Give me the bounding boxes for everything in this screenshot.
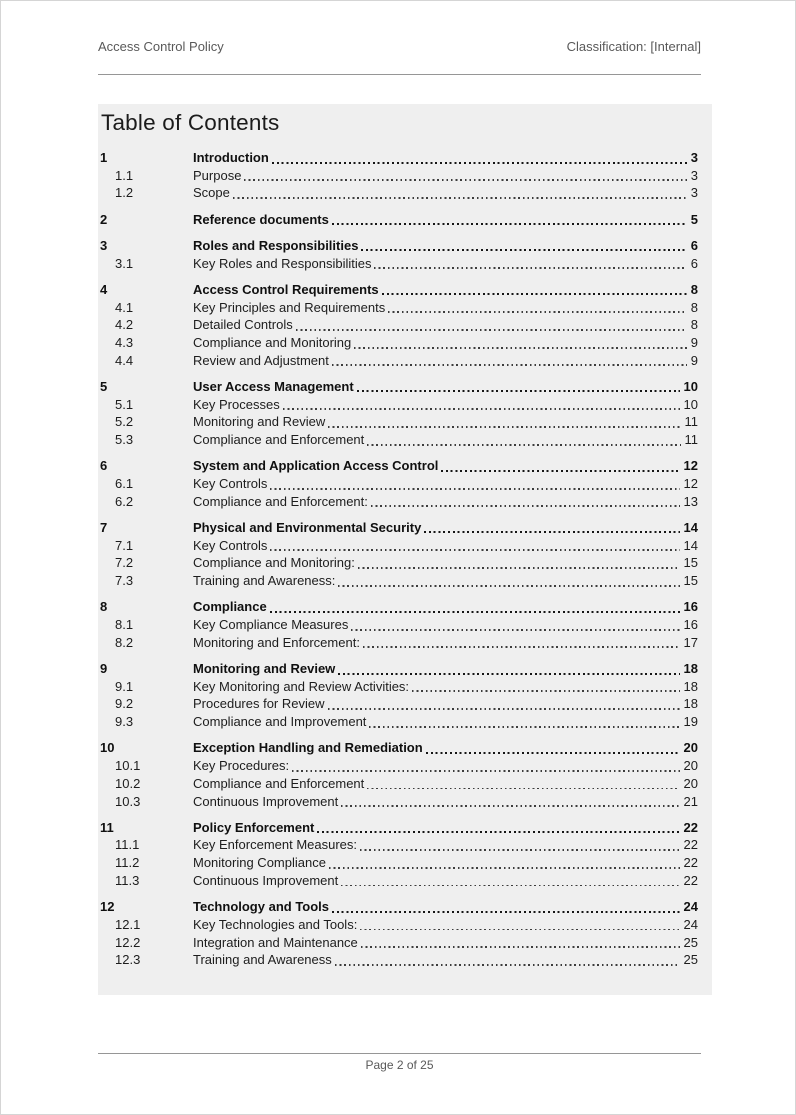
toc-entry-page: 22 bbox=[683, 872, 698, 888]
toc-entry-title: Key Technologies and Tools: bbox=[193, 916, 358, 932]
toc-entry-number: 1.1 bbox=[115, 167, 134, 183]
toc-entry-page: 9 bbox=[690, 352, 698, 368]
toc-entry-page: 21 bbox=[683, 793, 698, 809]
toc-entry[interactable] bbox=[100, 396, 698, 414]
dot-leader bbox=[338, 673, 679, 675]
toc-entry-title: Training and Awareness bbox=[193, 952, 332, 968]
toc-entry[interactable] bbox=[100, 378, 698, 396]
toc-entry[interactable] bbox=[100, 457, 698, 475]
toc-entry-title: Key Enforcement Measures: bbox=[193, 837, 358, 853]
toc-entry-page: 14 bbox=[683, 537, 698, 553]
toc-entry-number: 8.2 bbox=[115, 634, 134, 650]
toc-entry-number: 4.4 bbox=[115, 352, 134, 368]
toc-entry-title: Continuous Improvement bbox=[193, 872, 339, 888]
toc-entry[interactable] bbox=[100, 951, 698, 969]
dot-leader bbox=[360, 929, 679, 931]
toc-entry-number: 9.2 bbox=[115, 696, 134, 712]
toc-entry[interactable] bbox=[100, 211, 698, 229]
toc-entry-number: 1.2 bbox=[115, 185, 134, 201]
toc-entry-number: 9.3 bbox=[115, 714, 134, 730]
toc-entry-page: 25 bbox=[683, 934, 698, 950]
dot-leader bbox=[270, 488, 679, 490]
toc-entry-page: 25 bbox=[683, 952, 698, 968]
toc-entry[interactable] bbox=[100, 237, 698, 255]
toc-entry-number: 4.2 bbox=[115, 317, 134, 333]
toc-entry-page: 16 bbox=[683, 599, 698, 615]
toc-entry-page: 8 bbox=[690, 281, 698, 297]
toc-entry[interactable] bbox=[100, 519, 698, 537]
toc-entry[interactable] bbox=[100, 775, 698, 793]
toc-entry-number: 9 bbox=[100, 660, 108, 676]
header-classification: Classification: [Internal] bbox=[566, 39, 701, 54]
toc-title: Table of Contents bbox=[101, 110, 280, 135]
toc-entry-number: 11 bbox=[100, 819, 114, 835]
dot-leader bbox=[338, 585, 679, 587]
toc-entry[interactable] bbox=[100, 854, 698, 872]
toc-entry-page: 18 bbox=[683, 678, 698, 694]
toc-entry-title: Monitoring and Review bbox=[193, 414, 326, 430]
dot-leader bbox=[358, 567, 680, 569]
dot-leader bbox=[233, 197, 687, 199]
toc-entry-title: Key Compliance Measures bbox=[193, 617, 349, 633]
toc-entry-number: 10.3 bbox=[115, 793, 141, 809]
dot-leader bbox=[382, 293, 687, 295]
dot-leader bbox=[341, 885, 679, 887]
toc-entry-number: 8 bbox=[100, 599, 108, 615]
toc-entry-title: Continuous Improvement bbox=[193, 793, 339, 809]
dot-leader bbox=[354, 347, 687, 349]
toc-entry-number: 7.1 bbox=[115, 537, 134, 553]
dot-leader bbox=[363, 646, 680, 648]
toc-entry-title: Access Control Requirements bbox=[193, 281, 379, 297]
toc-entry-title: Compliance and Enforcement bbox=[193, 775, 365, 791]
toc-entry-title: Compliance and Improvement bbox=[193, 714, 367, 730]
toc-entry-title: User Access Management bbox=[193, 378, 354, 394]
toc-entry-page: 8 bbox=[690, 317, 698, 333]
dot-leader bbox=[369, 726, 679, 728]
dot-leader bbox=[341, 805, 679, 807]
toc-entry-page: 9 bbox=[690, 334, 698, 350]
toc-entry[interactable] bbox=[100, 660, 698, 678]
toc-entry-number: 5.2 bbox=[115, 414, 134, 430]
toc-entry-page: 18 bbox=[683, 660, 698, 676]
toc-entry-page: 15 bbox=[683, 555, 698, 571]
toc-entry-title: Key Roles and Responsibilities bbox=[193, 255, 372, 271]
toc-entry-number: 6.2 bbox=[115, 493, 134, 509]
toc-entry-title: Monitoring and Review bbox=[193, 660, 336, 676]
dot-leader bbox=[332, 911, 680, 913]
dot-leader bbox=[367, 788, 679, 790]
toc-entry-page: 22 bbox=[683, 819, 698, 835]
toc-entry[interactable] bbox=[100, 554, 698, 572]
toc-entry-page: 11 bbox=[684, 414, 698, 430]
toc-entry-page: 20 bbox=[683, 775, 698, 791]
toc-entry-number: 11.1 bbox=[115, 837, 140, 853]
toc-entry[interactable] bbox=[100, 634, 698, 652]
toc-entry[interactable] bbox=[100, 299, 698, 317]
toc-entry-number: 5 bbox=[100, 378, 108, 394]
toc-entry-number: 6 bbox=[100, 458, 108, 474]
toc-entry-page: 3 bbox=[690, 167, 698, 183]
header-document-title: Access Control Policy bbox=[98, 39, 224, 54]
toc-entry-page: 15 bbox=[683, 573, 698, 589]
dot-leader bbox=[328, 708, 680, 710]
toc-entry-number: 1 bbox=[100, 150, 108, 165]
dot-leader bbox=[328, 426, 680, 428]
toc-entry[interactable] bbox=[100, 598, 698, 616]
toc-entry-number: 4.1 bbox=[115, 299, 134, 315]
toc-entry-number: 10.1 bbox=[115, 758, 141, 774]
toc-entry-title: Reference documents bbox=[193, 211, 329, 227]
toc-entry[interactable] bbox=[100, 352, 698, 370]
toc-entries bbox=[100, 149, 698, 969]
toc-entry-title: Review and Adjustment bbox=[193, 352, 329, 368]
dot-leader bbox=[292, 770, 679, 772]
toc-entry-number: 12.2 bbox=[115, 934, 141, 950]
toc-entry-number: 2 bbox=[100, 211, 108, 227]
toc-entry-title: Introduction bbox=[193, 150, 269, 165]
toc-entry-title: Compliance bbox=[193, 599, 267, 615]
dot-leader bbox=[332, 223, 687, 225]
toc-entry-title: Monitoring Compliance bbox=[193, 855, 326, 871]
dot-leader bbox=[426, 752, 680, 754]
toc-entry-page: 20 bbox=[683, 758, 698, 774]
toc-entry-number: 9.1 bbox=[115, 678, 134, 694]
toc-entry[interactable] bbox=[100, 537, 698, 555]
toc-entry[interactable] bbox=[100, 793, 698, 811]
toc-entry-page: 22 bbox=[683, 855, 698, 871]
toc-entry-number: 12.1 bbox=[115, 916, 141, 932]
toc-entry-title: Key Processes bbox=[193, 396, 280, 412]
dot-leader bbox=[317, 831, 679, 833]
toc-entry-title: Compliance and Monitoring bbox=[193, 334, 352, 350]
toc-entry-number: 7.2 bbox=[115, 555, 134, 571]
dot-leader bbox=[441, 470, 679, 472]
toc-entry-title: System and Application Access Control bbox=[193, 458, 439, 474]
toc-entry-title: Exception Handling and Remediation bbox=[193, 740, 423, 756]
toc-entry-number: 5.3 bbox=[115, 432, 134, 448]
toc-entry[interactable] bbox=[100, 281, 698, 299]
toc-entry-title: Key Controls bbox=[193, 476, 268, 491]
toc-entry-page: 10 bbox=[683, 378, 698, 394]
toc-entry[interactable] bbox=[100, 431, 698, 449]
toc-entry[interactable] bbox=[100, 255, 698, 273]
toc-entry-title: Training and Awareness: bbox=[193, 573, 336, 589]
toc-entry-number: 8.1 bbox=[115, 617, 134, 633]
toc-entry-page: 17 bbox=[683, 634, 698, 650]
toc-entry-number: 4 bbox=[100, 281, 108, 297]
toc-entry[interactable] bbox=[100, 898, 698, 916]
dot-leader bbox=[335, 964, 680, 966]
toc-entry-number: 4.3 bbox=[115, 334, 134, 350]
toc-entry-page: 20 bbox=[683, 740, 698, 756]
toc-entry-number: 12.3 bbox=[115, 952, 141, 968]
toc-entry[interactable] bbox=[100, 316, 698, 334]
header-divider bbox=[98, 74, 701, 75]
toc-entry[interactable] bbox=[100, 836, 698, 854]
dot-leader bbox=[361, 249, 686, 251]
toc-entry-number: 11.2 bbox=[115, 855, 140, 871]
table-of-contents bbox=[98, 104, 712, 995]
toc-entry-title: Key Principles and Requirements bbox=[193, 299, 386, 315]
toc-entry-page: 3 bbox=[690, 150, 698, 165]
toc-entry-page: 13 bbox=[683, 493, 698, 509]
toc-entry-number: 7.3 bbox=[115, 573, 134, 589]
toc-entry-number: 6.1 bbox=[115, 476, 134, 491]
dot-leader bbox=[424, 531, 679, 533]
toc-entry-title: Roles and Responsibilities bbox=[193, 237, 359, 253]
toc-entry-title: Compliance and Monitoring: bbox=[193, 555, 355, 571]
toc-entry-number: 3.1 bbox=[115, 255, 134, 271]
toc-entry-title: Key Controls bbox=[193, 537, 268, 553]
toc-entry-page: 12 bbox=[683, 458, 698, 474]
toc-entry-title: Compliance and Enforcement bbox=[193, 432, 365, 448]
toc-entry-page: 22 bbox=[683, 837, 698, 853]
toc-entry-page: 3 bbox=[690, 185, 698, 201]
toc-entry-title: Detailed Controls bbox=[193, 317, 293, 333]
toc-entry-page: 16 bbox=[683, 617, 698, 633]
dot-leader bbox=[351, 629, 679, 631]
toc-entry-page: 18 bbox=[683, 696, 698, 712]
toc-entry[interactable] bbox=[100, 739, 698, 757]
toc-entry[interactable] bbox=[100, 934, 698, 952]
dot-leader bbox=[374, 267, 686, 269]
toc-entry[interactable] bbox=[100, 678, 698, 696]
toc-entry[interactable] bbox=[100, 695, 698, 713]
dot-leader bbox=[244, 179, 686, 181]
toc-entry-number: 11.3 bbox=[115, 872, 140, 888]
page-header bbox=[98, 39, 701, 54]
toc-entry[interactable] bbox=[100, 616, 698, 634]
toc-entry[interactable] bbox=[100, 334, 698, 352]
dot-leader bbox=[329, 867, 680, 869]
dot-leader bbox=[272, 162, 687, 164]
toc-entry-page: 19 bbox=[683, 714, 698, 730]
toc-entry-title: Purpose bbox=[193, 167, 242, 183]
dot-leader bbox=[371, 505, 680, 507]
toc-entry-title: Scope bbox=[193, 185, 230, 201]
toc-entry-page: 24 bbox=[683, 916, 698, 932]
toc-entry-title: Policy Enforcement bbox=[193, 819, 315, 835]
toc-entry-number: 12 bbox=[100, 899, 115, 915]
toc-entry[interactable] bbox=[100, 149, 698, 167]
toc-entry-number: 3 bbox=[100, 237, 108, 253]
toc-entry[interactable] bbox=[100, 916, 698, 934]
dot-leader bbox=[283, 408, 680, 410]
toc-entry-page: 11 bbox=[684, 432, 698, 448]
dot-leader bbox=[296, 329, 687, 331]
toc-entry[interactable] bbox=[100, 819, 698, 837]
toc-entry-title: Technology and Tools bbox=[193, 899, 330, 915]
toc-entry-page: 10 bbox=[683, 396, 698, 412]
toc-entry-page: 6 bbox=[690, 255, 698, 271]
toc-entry-title: Key Monitoring and Review Activities: bbox=[193, 678, 410, 694]
toc-entry-title: Key Procedures: bbox=[193, 758, 290, 774]
toc-entry-title: Integration and Maintenance bbox=[193, 934, 358, 950]
toc-entry-number: 10 bbox=[100, 740, 115, 756]
toc-entry[interactable] bbox=[100, 475, 698, 493]
toc-entry-number: 10.2 bbox=[115, 775, 141, 791]
toc-entry[interactable] bbox=[100, 167, 698, 185]
dot-leader bbox=[367, 444, 680, 446]
toc-entry-title: Monitoring and Enforcement: bbox=[193, 634, 360, 650]
toc-entry-number: 5.1 bbox=[115, 396, 134, 412]
dot-leader bbox=[270, 611, 680, 613]
toc-entry-page: 24 bbox=[683, 899, 698, 915]
toc-entry[interactable] bbox=[100, 493, 698, 511]
toc-entry[interactable] bbox=[100, 413, 698, 431]
toc-entry-page: 14 bbox=[683, 519, 698, 535]
dot-leader bbox=[412, 690, 679, 692]
toc-entry-title: Physical and Environmental Security bbox=[193, 519, 422, 535]
dot-leader bbox=[361, 946, 680, 948]
dot-leader bbox=[388, 311, 687, 313]
dot-leader bbox=[270, 549, 679, 551]
page-number-text: Page 2 of 25 bbox=[365, 1058, 434, 1072]
footer-divider bbox=[98, 1053, 701, 1054]
toc-entry[interactable] bbox=[100, 572, 698, 590]
toc-entry[interactable] bbox=[100, 713, 698, 731]
toc-entry-title: Procedures for Review bbox=[193, 696, 325, 712]
dot-leader bbox=[357, 390, 680, 392]
toc-entry-page: 5 bbox=[690, 211, 698, 227]
toc-entry[interactable] bbox=[100, 184, 698, 202]
toc-entry-page: 8 bbox=[690, 299, 698, 315]
toc-entry[interactable] bbox=[100, 757, 698, 775]
toc-entry-page: 6 bbox=[690, 237, 698, 253]
toc-entry[interactable] bbox=[100, 872, 698, 890]
toc-entry-title: Compliance and Enforcement: bbox=[193, 493, 368, 509]
dot-leader bbox=[360, 849, 680, 851]
toc-entry-page: 12 bbox=[683, 476, 698, 491]
toc-entry-number: 7 bbox=[100, 519, 108, 535]
dot-leader bbox=[332, 364, 687, 366]
